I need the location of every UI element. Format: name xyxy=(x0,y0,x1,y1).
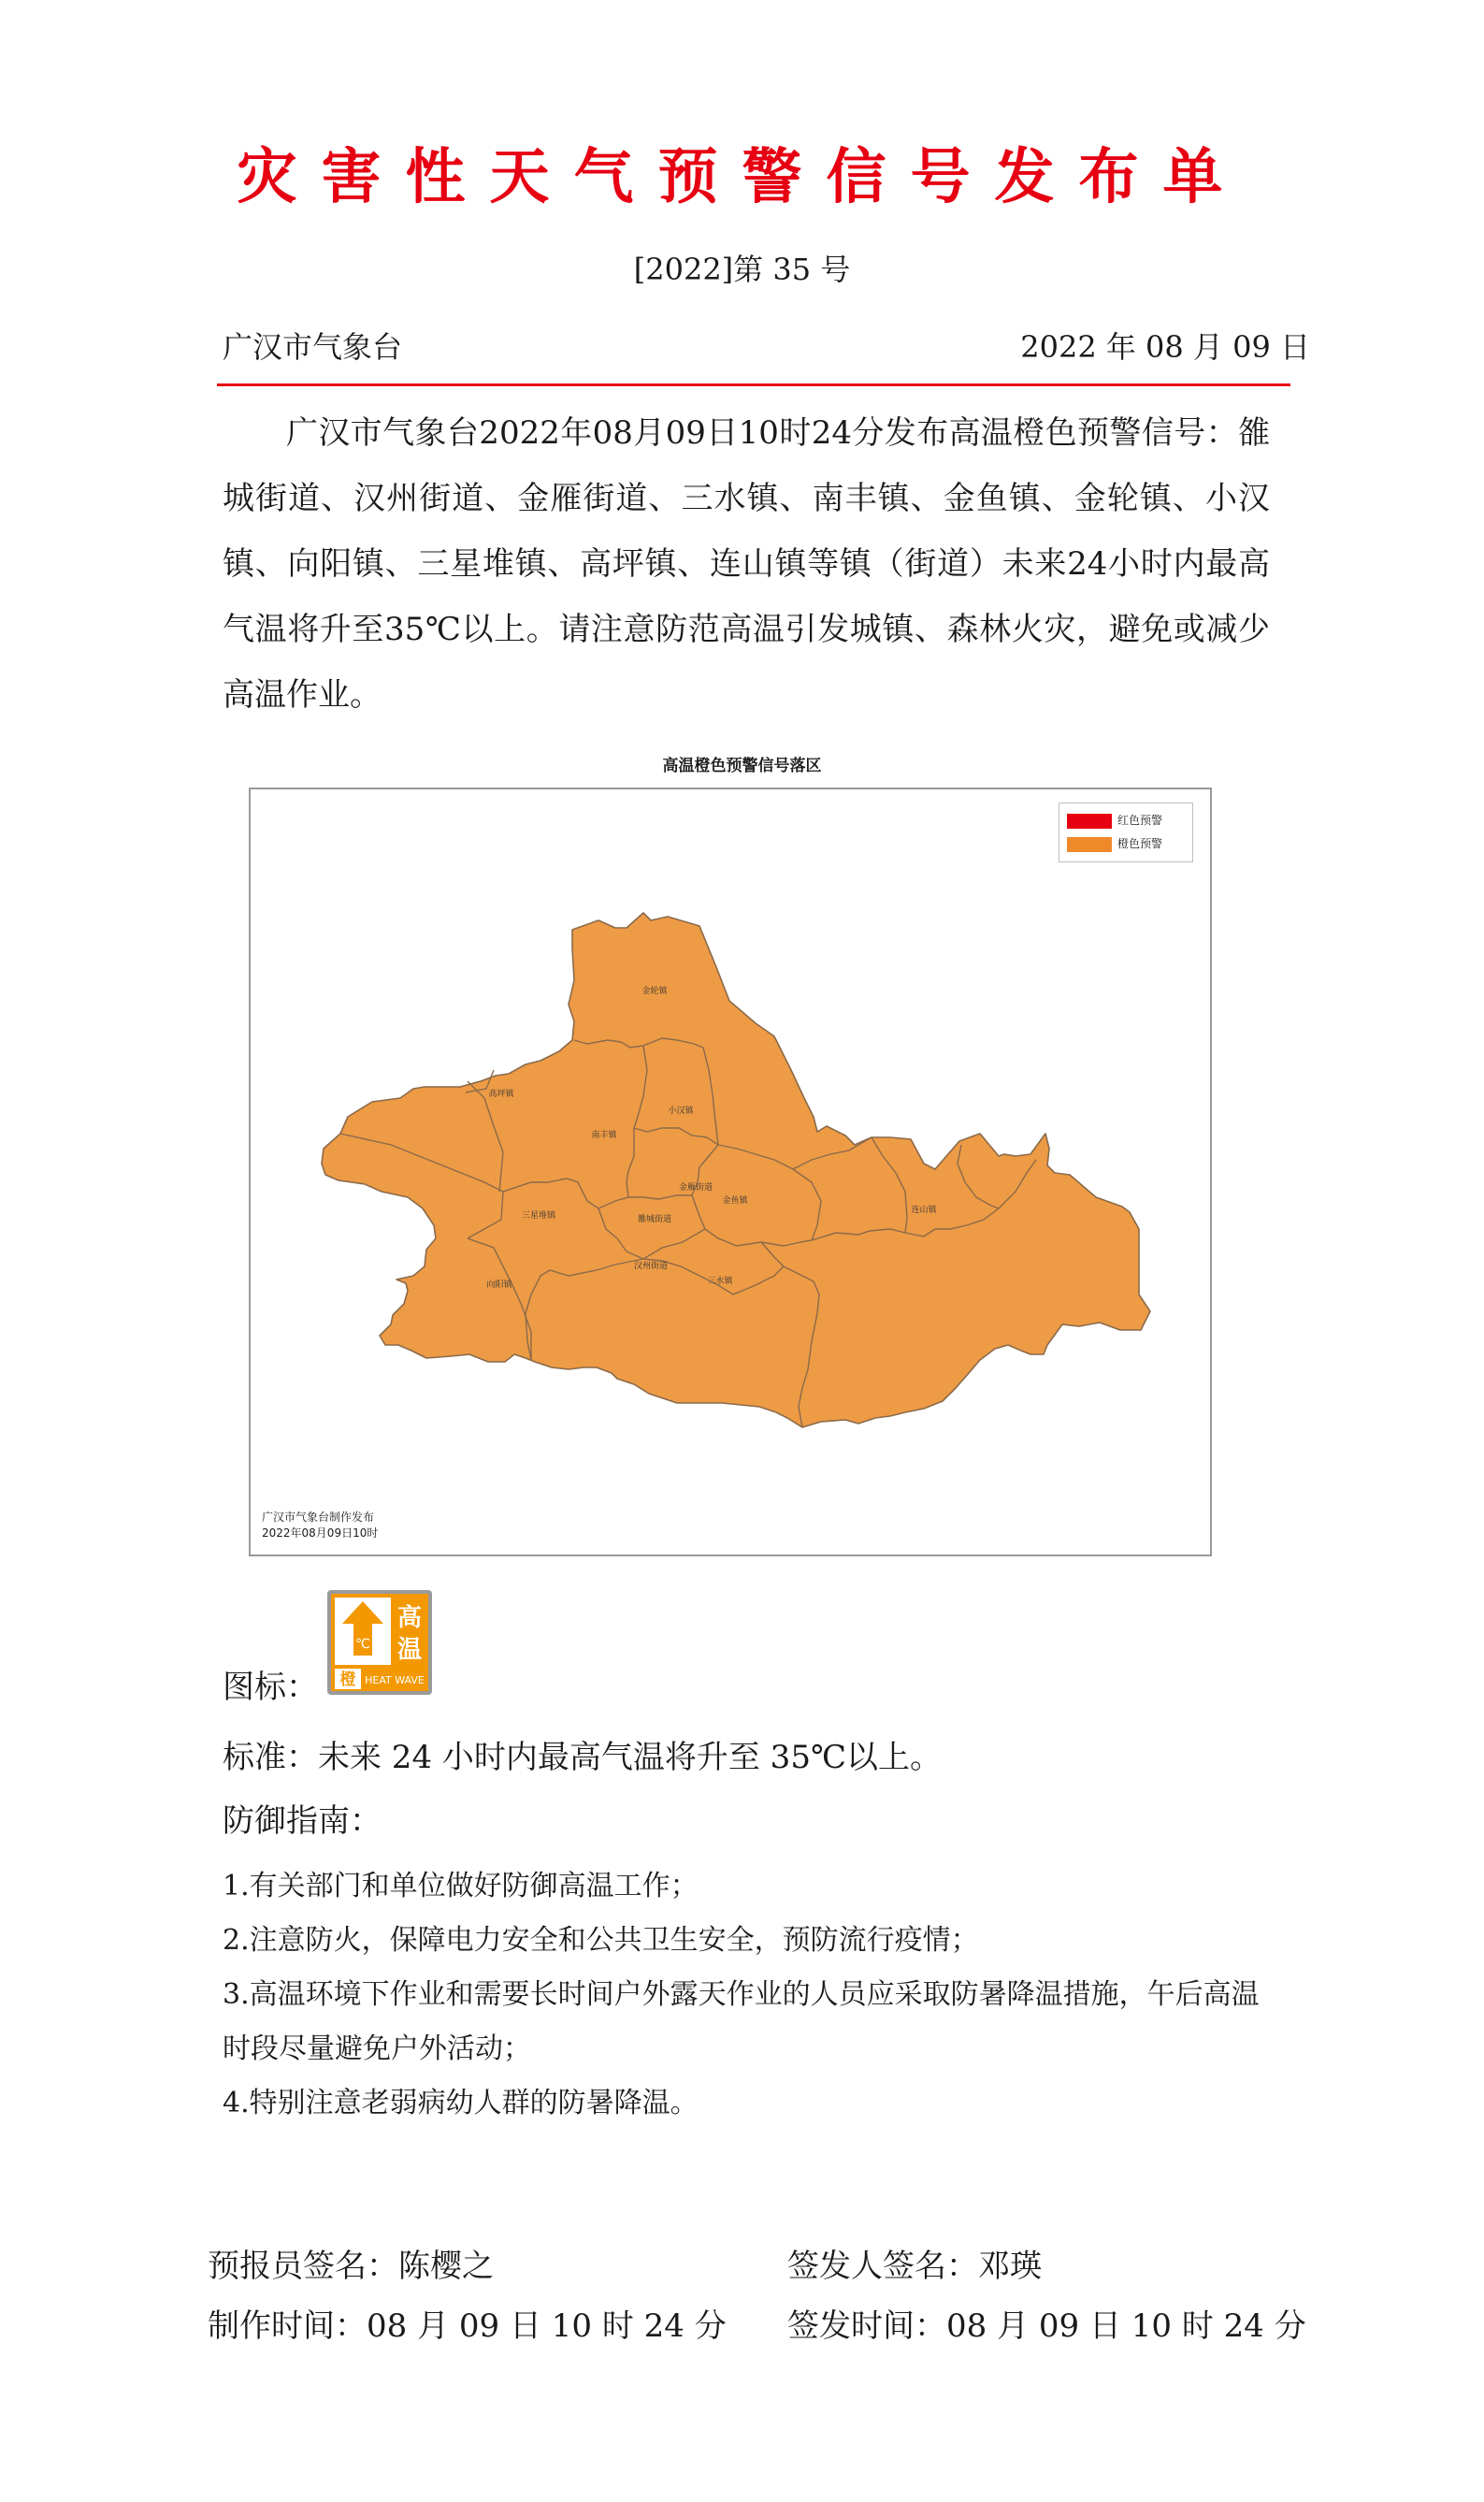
map-credit-producer: 广汉市气象台制作发布 xyxy=(262,1511,375,1524)
defense-item: 4.特别注意老弱病幼人群的防暑降温。 xyxy=(223,2087,699,2119)
forecaster-signature: 预报员签名：陈樱之 xyxy=(208,2248,494,2285)
legend-label-red: 红色预警 xyxy=(1117,814,1163,827)
defense-item: 3.高温环境下作业和需要长时间户外露天作业的人员应采取防暑降温措施，午后高温时段尽量避免户外活动； xyxy=(223,1978,1260,2065)
issuer-signature: 签发人签名：邓瑛 xyxy=(787,2248,1042,2285)
town-label: 雒城街道 xyxy=(637,1215,672,1224)
defense-item: 2.注意防火，保障电力安全和公共卫生安全，预防流行疫情； xyxy=(223,1924,979,1957)
town-label: 金雁街道 xyxy=(678,1183,713,1193)
icon-char-bottom: 温 xyxy=(396,1636,423,1664)
red-divider xyxy=(217,383,1290,386)
warning-map xyxy=(249,788,1212,1556)
issuing-office: 广汉市气象台 xyxy=(223,329,403,365)
icon-level-char: 橙 xyxy=(339,1670,356,1689)
defense-guide-title: 防御指南： xyxy=(223,1802,382,1840)
town-label: 金鱼镇 xyxy=(722,1196,748,1206)
town-label: 高坪镇 xyxy=(488,1090,514,1099)
heat-wave-orange-warning-icon xyxy=(327,1590,432,1695)
defense-guide-list xyxy=(223,1859,1270,2131)
document-number: [2022]第 35 号 xyxy=(633,252,851,287)
town-label: 三星堆镇 xyxy=(521,1211,556,1221)
icon-english-label: HEAT WAVE xyxy=(365,1674,425,1686)
town-label: 汉州街道 xyxy=(633,1262,669,1271)
document-title: 灾害性天气预警信号发布单 xyxy=(237,143,1247,212)
legend-label-orange: 橙色预警 xyxy=(1117,837,1163,850)
warning-body: 广汉市气象台2022年08月09日10时24分发布高温橙色预警信号：雒城街道、汉州街道、金雁街道、三水镇、南丰镇、金鱼镇、金轮镇、小汉镇、向阳镇、三星堆镇、高坪镇、连山镇等镇（街道）未来24小时内最高气温将升至35℃以上。请注意防范高温引发城镇、森林火灾，避免或减少高温作业。 xyxy=(223,414,1270,714)
town-label: 向阳镇 xyxy=(486,1280,512,1290)
town-label: 连山镇 xyxy=(911,1206,937,1215)
town-label: 三水镇 xyxy=(707,1277,733,1286)
map-credit xyxy=(262,1510,378,1541)
map-credit-time: 2022年08月09日10时 xyxy=(262,1526,379,1540)
map-title: 高温橙色预警信号落区 xyxy=(662,757,822,775)
county-map xyxy=(251,789,1210,1555)
icon-char-top: 高 xyxy=(396,1604,423,1632)
legend-swatch-orange xyxy=(1067,837,1112,852)
town-label: 南丰镇 xyxy=(591,1131,617,1140)
defense-item: 1.有关部门和单位做好防御高温工作； xyxy=(223,1870,699,1902)
made-time: 制作时间：08 月 09 日 10 时 24 分 xyxy=(208,2307,727,2345)
map-legend xyxy=(1059,803,1193,862)
legend-swatch-red xyxy=(1067,814,1112,829)
town-label: 金轮镇 xyxy=(641,987,668,996)
town-label: 小汉镇 xyxy=(668,1106,694,1116)
issued-time: 签发时间：08 月 09 日 10 时 24 分 xyxy=(787,2307,1306,2345)
issue-date: 2022 年 08 月 09 日 xyxy=(1020,329,1310,365)
legend-item-orange xyxy=(1067,834,1162,853)
icon-label: 图标： xyxy=(223,1669,318,1706)
icon-unit: ℃ xyxy=(355,1637,370,1652)
legend-item-red xyxy=(1067,811,1162,830)
warning-standard: 标准：未来 24 小时内最高气温将升至 35℃以上。 xyxy=(223,1739,942,1776)
county-outline xyxy=(322,913,1150,1427)
